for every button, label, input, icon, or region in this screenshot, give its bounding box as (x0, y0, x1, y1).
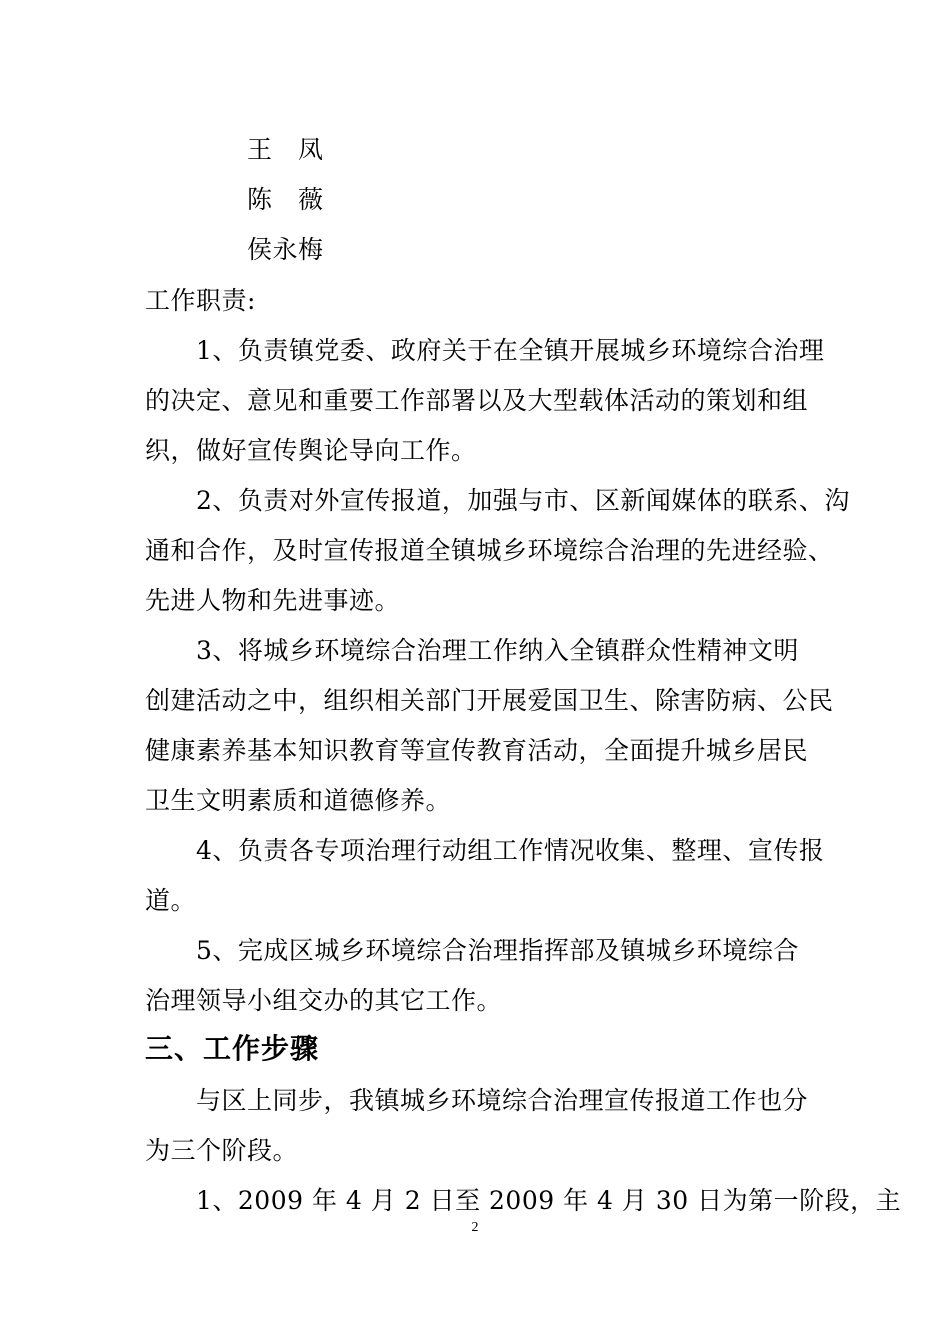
member-name: 陈 薇 (247, 185, 324, 214)
duty-item-line: 5、完成区城乡环境综合治理指挥部及镇城乡环境综合 (196, 936, 799, 965)
member-name: 侯永梅 (247, 235, 324, 264)
page-number: 2 (471, 1220, 479, 1235)
duty-item-line: 1、负责镇党委、政府关于在全镇开展城乡环境综合治理 (196, 336, 825, 365)
duty-item-line: 织，做好宣传舆论导向工作。 (145, 436, 477, 465)
duty-item-line: 卫生文明素质和道德修养。 (145, 786, 452, 815)
duty-item-line: 的决定、意见和重要工作部署以及大型载体活动的策划和组 (145, 386, 809, 415)
duty-item-line: 3、将城乡环境综合治理工作纳入全镇群众性精神文明 (196, 636, 799, 665)
duty-item-line: 通和合作，及时宣传报道全镇城乡环境综合治理的先进经验、 (145, 536, 834, 565)
step-line: 1、2009 年 4 月 2 日至 2009 年 4 月 30 日为第一阶段，主 (196, 1186, 902, 1215)
duty-item-line: 先进人物和先进事迹。 (145, 586, 401, 615)
duty-item-line: 4、负责各专项治理行动组工作情况收集、整理、宣传报 (196, 836, 825, 865)
intro-line: 为三个阶段。 (145, 1136, 299, 1165)
duty-item-line: 道。 (145, 886, 197, 915)
intro-line: 与区上同步，我镇城乡环境综合治理宣传报道工作也分 (196, 1086, 809, 1115)
duty-item-line: 创建活动之中，组织相关部门开展爱国卫生、除害防病、公民 (145, 686, 834, 715)
duty-item-line: 治理领导小组交办的其它工作。 (145, 986, 503, 1015)
duty-item-line: 健康素养基本知识教育等宣传教育活动，全面提升城乡居民 (145, 736, 809, 765)
duty-item-line: 2、负责对外宣传报道，加强与市、区新闻媒体的联系、沟 (196, 486, 850, 515)
duties-label: 工作职责: (145, 286, 256, 315)
section-heading: 三、工作步骤 (145, 1032, 320, 1065)
member-name: 王 凤 (247, 135, 324, 164)
